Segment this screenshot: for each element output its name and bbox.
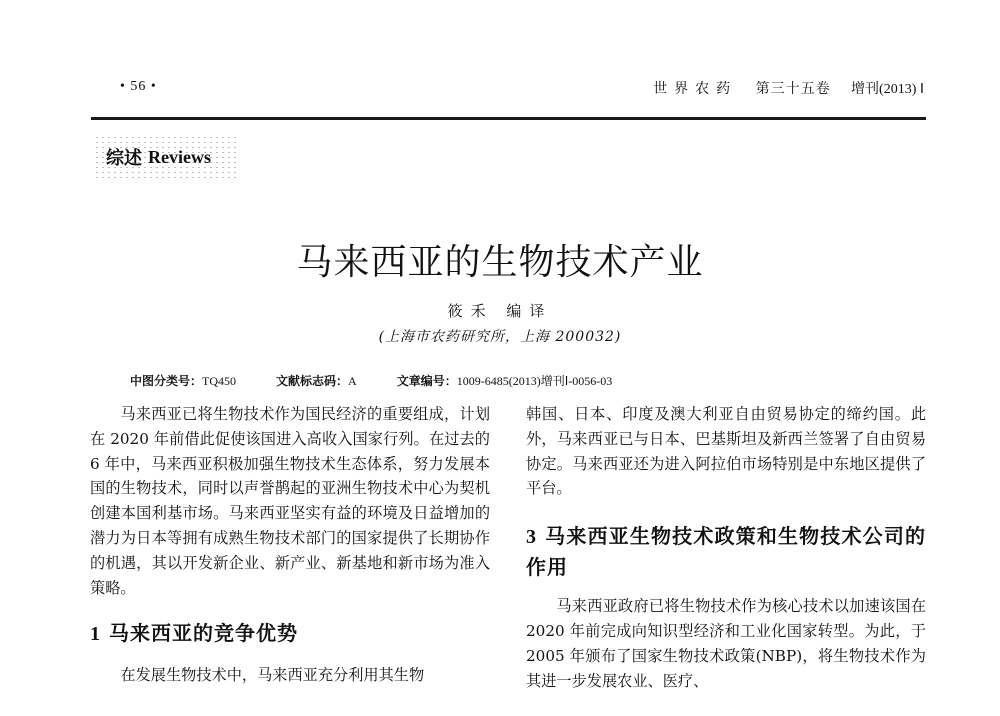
continued-paragraph: 韩国、日本、印度及澳大利亚自由贸易协定的缔约国。此外，马来西亚已与日本、巴基斯坦及新西兰签署了自由贸易协定。马来西亚还为进入阿拉伯市场特别是中东地区提供了平台。 (526, 405, 926, 498)
section-title: 马来西亚生物技术政策和生物技术公司的作用 (526, 524, 926, 580)
intro-paragraph: 马来西亚已将生物技术作为国民经济的重要组成，计划在 2020 年前借此促使该国进入高收入国家行列。在过去的 6 年中，马来西亚积极加强生物技术生态体系，努力发展本国的生物技术，同时以声誉鹊起的亚洲生物技术中心为契机创建本国利基市场。马来西亚坚实有益的环境及日益增加的潜力为日本等拥有成熟生物技术部门的国家提供了长期协作的机遇，其以开发新企业、新产业、新基地和新市场为准入策略。 (90, 405, 490, 597)
meta-key: 中图分类号： (130, 374, 203, 388)
running-header (653, 78, 924, 98)
section-badge-en: Reviews (148, 146, 211, 167)
section-heading-1 (90, 618, 490, 649)
article-affiliation: (上海市农药研究所，上海 200032) (378, 329, 622, 345)
section-1-paragraph: 在发展生物技术中，马来西亚充分利用其生物 (120, 666, 425, 685)
meta-article-id (397, 372, 613, 389)
right-column (526, 402, 926, 693)
article-author: 筱禾 编译 (447, 302, 553, 320)
section-badge-cn: 综述 (106, 148, 142, 169)
header-rule (91, 117, 926, 120)
section-badge (94, 135, 236, 179)
meta-value: A (348, 374, 357, 388)
meta-key: 文章编号： (396, 374, 457, 388)
meta-value: 1009-6485(2013)增刊Ⅰ-0056-03 (456, 374, 613, 388)
page-number: • 56 • (120, 79, 157, 94)
left-column (90, 402, 490, 688)
journal-issue: 增刊(2013) Ⅰ (851, 82, 924, 97)
section-number: 3 (526, 526, 537, 549)
article-title: 马来西亚的生物技术产业 (296, 242, 704, 283)
journal-name: 世界农药 (653, 81, 738, 97)
meta-classification (130, 372, 236, 389)
section-title: 马来西亚的竞争优势 (109, 621, 298, 646)
section-3-paragraph: 马来西亚政府已将生物技术作为核心技术以加速该国在 2020 年前完成向知识型经济和工业化国家转型。为此，于 2005 年颁布了国家生物技术政策(NBP)，将生物技术作为其进一步发展农业、医疗、 (526, 597, 926, 690)
section-number: 1 (90, 623, 101, 646)
journal-volume: 第三十五卷 (755, 81, 831, 97)
meta-document-code (276, 372, 357, 389)
article-metadata (130, 372, 612, 389)
section-heading-3 (526, 521, 926, 582)
meta-value: TQ450 (202, 374, 237, 388)
meta-key: 文献标志码： (276, 374, 349, 388)
